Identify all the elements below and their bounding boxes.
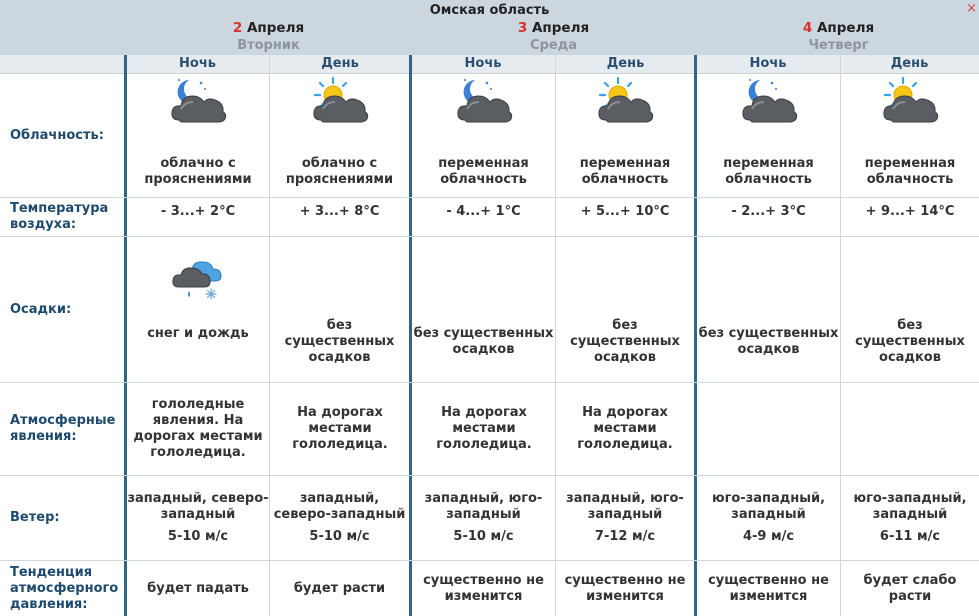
precipitation-text: без существенных осадков bbox=[570, 318, 680, 365]
cloudiness-text: переменная облачность bbox=[864, 156, 956, 187]
wind-speed: 6-11 м/с bbox=[879, 529, 941, 544]
row-label-precipitation: Осадки: bbox=[10, 301, 72, 317]
sun-cloud-icon bbox=[309, 76, 371, 128]
phenomena-cell: На дорогах местами гололедица. bbox=[436, 405, 532, 452]
day-number: 4 bbox=[802, 20, 813, 36]
cloudiness-cell bbox=[412, 76, 555, 197]
wind-speed: 5-10 м/с bbox=[167, 529, 229, 544]
precipitation-cell bbox=[270, 318, 409, 365]
phenomena-cell: На дорогах местами гололедица. bbox=[577, 405, 673, 452]
cloudiness-cell bbox=[841, 76, 979, 197]
pressure-cell: будет падать bbox=[147, 580, 249, 596]
wind-cell bbox=[270, 476, 409, 560]
precipitation-text: снег и дождь bbox=[147, 326, 249, 341]
row-label-wind: Ветер: bbox=[10, 510, 60, 525]
part-night-label: Ночь bbox=[749, 56, 787, 71]
day-header bbox=[696, 20, 979, 53]
row-divider bbox=[0, 236, 979, 237]
sun-cloud-icon bbox=[879, 76, 941, 128]
part-day-label: День bbox=[321, 56, 359, 71]
wind-cell bbox=[412, 476, 555, 560]
pressure-cell: существенно не изменится bbox=[564, 572, 686, 604]
wind-speed: 5-10 м/с bbox=[453, 529, 514, 544]
cloudiness-text: переменная облачность bbox=[723, 156, 814, 187]
close-icon[interactable]: × bbox=[966, 1, 977, 16]
precipitation-text: без существенных осадков bbox=[698, 326, 839, 357]
region-title: Омская область bbox=[429, 3, 550, 18]
temperature-cell: - 4...+ 1°C bbox=[446, 203, 521, 219]
day-part-header bbox=[0, 55, 979, 74]
forecast-header bbox=[0, 0, 979, 55]
temperature-cell: - 3...+ 2°C bbox=[160, 203, 236, 219]
cloudiness-text: переменная облачность bbox=[438, 156, 529, 187]
precipitation-cell bbox=[697, 322, 840, 362]
month-label: Апреля bbox=[531, 20, 590, 36]
precipitation-cell bbox=[412, 322, 555, 362]
day-header bbox=[126, 20, 411, 53]
wind-direction: юго-западный, западный bbox=[853, 491, 967, 522]
wind-cell bbox=[556, 476, 694, 560]
weekday-label: Вторник bbox=[237, 38, 300, 53]
cloudiness-cell bbox=[127, 76, 269, 197]
wind-cell bbox=[841, 476, 979, 560]
day-number: 3 bbox=[517, 20, 528, 36]
wind-direction: западный, северо-западный bbox=[273, 491, 406, 522]
wind-speed: 4-9 м/с bbox=[742, 529, 795, 544]
phenomena-cell bbox=[841, 383, 979, 475]
cloudiness-text: облачно с прояснениями bbox=[144, 156, 252, 187]
temperature-cell: + 9...+ 14°C bbox=[865, 203, 955, 219]
precipitation-cell bbox=[841, 318, 979, 365]
sun-cloud-icon bbox=[594, 76, 656, 128]
pressure-cell: существенно не изменится bbox=[423, 572, 544, 604]
wind-speed: 5-10 м/с bbox=[309, 529, 370, 544]
row-label-cloudiness: Облачность: bbox=[10, 127, 104, 143]
pressure-cell: будет расти bbox=[293, 580, 386, 596]
cloudiness-cell bbox=[556, 76, 694, 197]
day-number: 2 bbox=[232, 20, 243, 36]
moon-cloud-icon bbox=[738, 76, 800, 128]
phenomena-cell: гололедные явления. На дорогах местами гололедица. bbox=[133, 397, 263, 460]
pressure-cell: существенно не изменится bbox=[708, 572, 829, 604]
temperature-cell: + 3...+ 8°C bbox=[299, 203, 380, 219]
temperature-cell: + 5...+ 10°C bbox=[580, 203, 670, 219]
row-label-temperature: Температура воздуха: bbox=[10, 201, 109, 232]
weekday-label: Четверг bbox=[808, 38, 869, 53]
day-header bbox=[411, 20, 696, 53]
part-night-label: Ночь bbox=[464, 56, 502, 71]
wind-speed: 7-12 м/с bbox=[594, 529, 656, 544]
precipitation-text: без существенных осадков bbox=[855, 318, 965, 365]
cloudiness-cell bbox=[270, 76, 409, 197]
part-day-label: День bbox=[606, 56, 645, 71]
phenomena-cell bbox=[697, 383, 840, 475]
part-night-label: Ночь bbox=[179, 56, 216, 71]
phenomena-cell: На дорогах местами гололедица. bbox=[292, 405, 388, 452]
row-label-phenomena: Атмосферные явления: bbox=[10, 413, 116, 444]
cloudiness-text: переменная облачность bbox=[579, 156, 671, 187]
pressure-cell: будет слабо расти bbox=[863, 572, 957, 604]
temperature-cell: - 2...+ 3°C bbox=[731, 203, 806, 219]
row-label-pressure: Тенденция атмосферного давления: bbox=[10, 564, 119, 612]
wind-direction: западный, юго-западный bbox=[424, 491, 543, 522]
cloudiness-text: облачно с прояснениями bbox=[285, 156, 394, 187]
precipitation-cell bbox=[556, 318, 694, 365]
month-label: Апреля bbox=[816, 20, 875, 36]
wind-direction: юго-западный, западный bbox=[711, 491, 826, 522]
month-label: Апреля bbox=[246, 20, 305, 36]
moon-cloud-icon bbox=[453, 76, 515, 128]
wind-cell bbox=[127, 476, 269, 560]
precipitation-text: без существенных осадков bbox=[284, 318, 395, 365]
wind-direction: западный, северо-западный bbox=[127, 491, 269, 522]
wind-direction: западный, юго-западный bbox=[566, 491, 684, 522]
weekday-label: Среда bbox=[530, 38, 577, 53]
rain-snow-cloud-icon bbox=[167, 252, 229, 306]
precipitation-cell bbox=[127, 252, 269, 362]
precipitation-text: без существенных осадков bbox=[413, 326, 554, 357]
cloudiness-cell bbox=[697, 76, 840, 197]
part-day-label: День bbox=[890, 56, 929, 71]
wind-cell bbox=[697, 476, 840, 560]
moon-cloud-icon bbox=[167, 76, 229, 128]
